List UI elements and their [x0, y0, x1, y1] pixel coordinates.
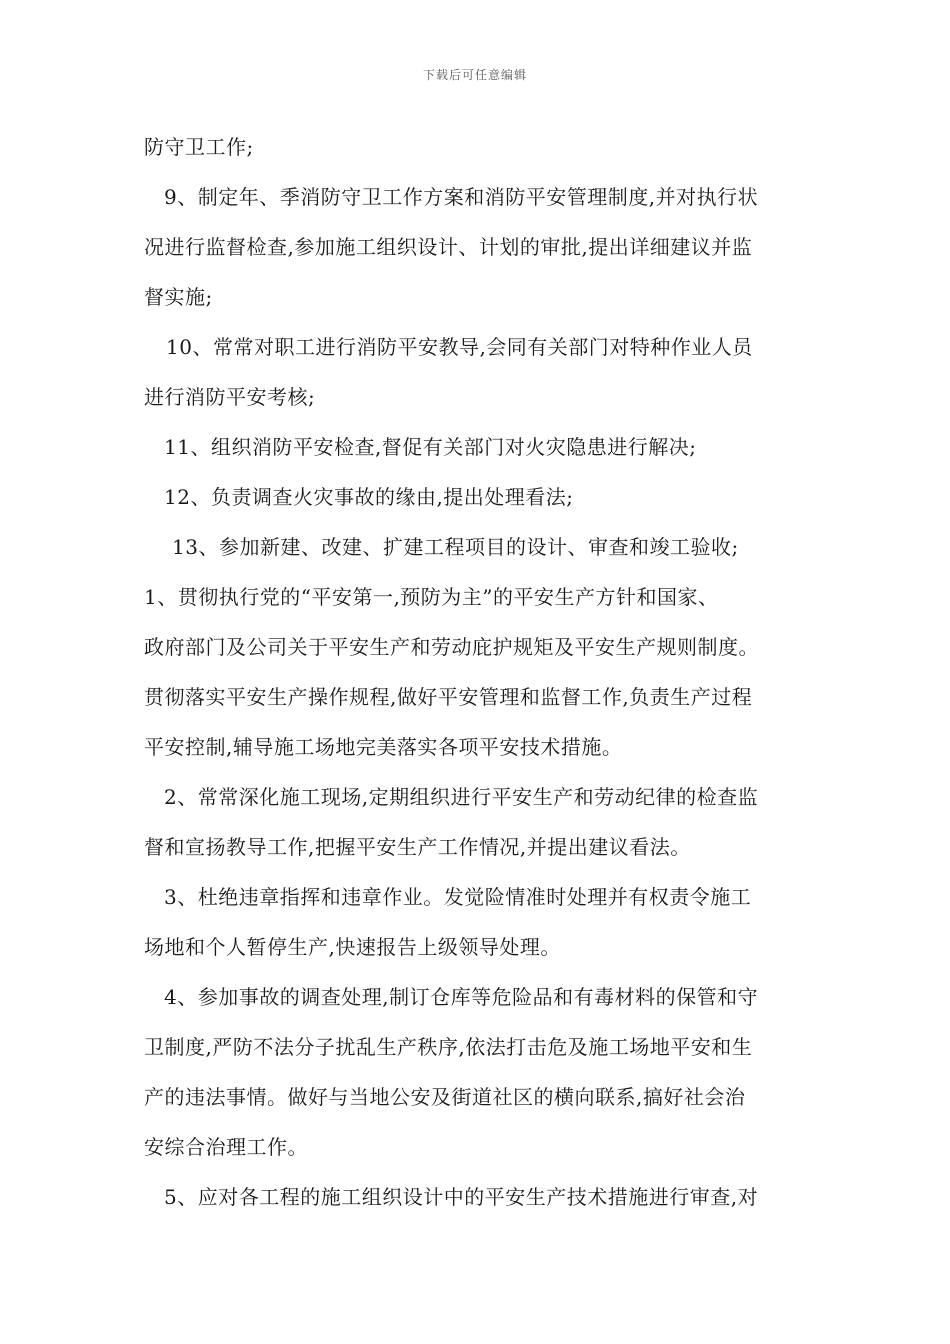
text-line: 2、常常深化施工现场,定期组织进行平安生产和劳动纪律的检查监 [164, 785, 759, 809]
text-line: 1、贯彻执行党的“平安第一,预防为主”的平安生产方针和国家、 [144, 585, 719, 609]
text-line: 防守卫工作; [144, 135, 254, 159]
text-line: 况进行监督检查,参加施工组织设计、计划的审批,提出详细建议并监 [144, 235, 753, 259]
text-line: 5、应对各工程的施工组织设计中的平安生产技术措施进行审查,对 [164, 1185, 759, 1209]
text-line: 督和宣扬教导工作,把握平安生产工作情况,并提出建议看法。 [144, 835, 691, 859]
text-line: 安综合治理工作。 [144, 1135, 308, 1159]
text-line: 11、组织消防平安检查,督促有关部门对火灾隐患进行解决; [164, 435, 697, 459]
text-line: 13、参加新建、改建、扩建工程项目的设计、审查和竣工验收; [172, 535, 739, 559]
text-line: 场地和个人暂停生产,快速报告上级领导处理。 [144, 935, 561, 959]
text-line: 督实施; [144, 285, 213, 309]
text-line: 产的违法事情。做好与当地公安及街道社区的横向联系,搞好社会治 [144, 1085, 746, 1109]
text-line: 卫制度,严防不法分子扰乱生产秩序,依法打击危及施工场地平安和生 [144, 1035, 753, 1059]
page-header: 下载后可任意编辑 [422, 68, 527, 82]
text-line: 10、常常对职工进行消防平安教导,会同有关部门对特种作业人员 [166, 335, 753, 359]
text-line: 平安控制,辅导施工场地完美落实各项平安技术措施。 [144, 735, 623, 759]
text-line: 政府部门及公司关于平安生产和劳动庇护规矩及平安生产规则制度。 [144, 635, 759, 659]
text-line: 9、制定年、季消防守卫工作方案和消防平安管理制度,并对执行状 [164, 185, 759, 209]
text-line: 进行消防平安考核; [144, 385, 316, 409]
text-line: 3、杜绝违章指挥和违章作业。发觉险情准时处理并有权责令施工 [164, 885, 752, 909]
document-body [144, 122, 824, 1222]
text-line: 贯彻落实平安生产操作规程,做好平安管理和监督工作,负责生产过程 [144, 685, 753, 709]
text-line: 12、负责调查火灾事故的缘由,提出处理看法; [164, 485, 574, 509]
text-line: 4、参加事故的调查处理,制订仓库等危险品和有毒材料的保管和守 [164, 985, 759, 1009]
